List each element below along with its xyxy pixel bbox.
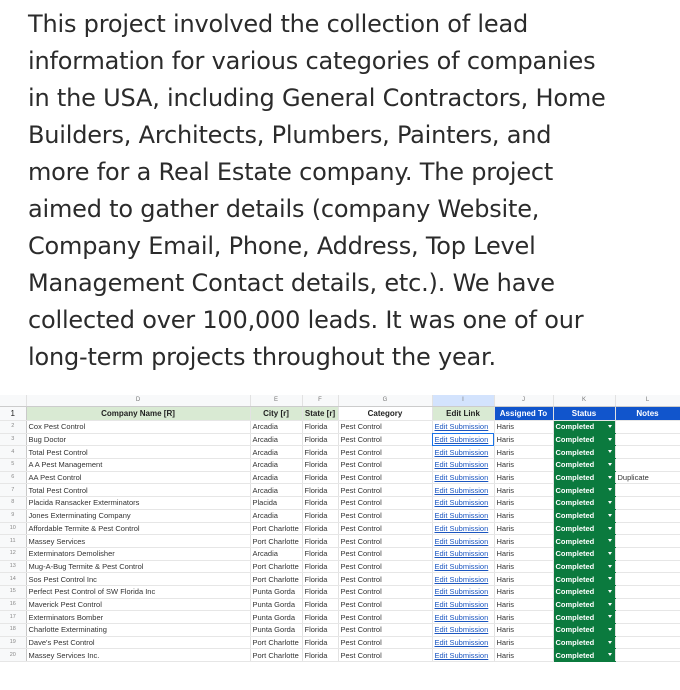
select-all-corner[interactable] xyxy=(0,395,26,407)
row-number[interactable]: 13 xyxy=(0,560,26,573)
dropdown-arrow-icon[interactable] xyxy=(608,628,612,631)
company-name-cell[interactable]: Affordable Termite & Pest Control xyxy=(26,522,250,535)
status-dropdown[interactable] xyxy=(553,573,615,586)
status-dropdown[interactable] xyxy=(553,585,615,598)
category-cell[interactable]: Pest Control xyxy=(338,611,432,624)
state-cell[interactable]: Florida xyxy=(302,459,338,472)
assigned-to-cell[interactable]: Haris xyxy=(494,598,553,611)
edit-link-cell[interactable] xyxy=(432,573,494,586)
dropdown-arrow-icon[interactable] xyxy=(608,501,612,504)
dropdown-arrow-icon[interactable] xyxy=(608,514,612,517)
notes-cell[interactable] xyxy=(615,611,680,624)
table-row xyxy=(0,446,680,459)
description-line: collected over 100,000 leads. It was one of our xyxy=(28,306,584,334)
notes-cell[interactable] xyxy=(615,484,680,497)
table-row xyxy=(0,573,680,586)
company-name-cell[interactable]: Placida Ransacker Exterminators xyxy=(26,497,250,510)
status-value: Completed xyxy=(555,511,595,521)
assigned-to-cell[interactable]: Haris xyxy=(494,421,553,434)
row-number[interactable]: 16 xyxy=(0,598,26,611)
table-row xyxy=(0,484,680,497)
city-cell[interactable]: Arcadia xyxy=(250,471,302,484)
status-value: Completed xyxy=(555,523,595,533)
assigned-to-cell[interactable]: Haris xyxy=(494,649,553,662)
header-city[interactable]: City [r] xyxy=(250,407,302,421)
city-cell[interactable]: Punta Gorda xyxy=(250,598,302,611)
edit-submission-link[interactable]: Edit Submission xyxy=(434,485,489,495)
status-dropdown[interactable] xyxy=(553,459,615,472)
edit-submission-link[interactable]: Edit Submission xyxy=(434,473,489,483)
assigned-to-cell[interactable]: Haris xyxy=(494,497,553,510)
status-dropdown[interactable] xyxy=(553,497,615,510)
row-number[interactable]: 10 xyxy=(0,522,26,535)
table-row xyxy=(0,497,680,510)
dropdown-arrow-icon[interactable] xyxy=(608,450,612,453)
category-cell[interactable]: Pest Control xyxy=(338,509,432,522)
state-cell[interactable]: Florida xyxy=(302,484,338,497)
description-line: more for a Real Estate company. The project xyxy=(28,158,554,186)
status-value: Completed xyxy=(555,473,595,483)
column-letter-d[interactable]: D xyxy=(26,395,250,407)
assigned-to-cell[interactable]: Haris xyxy=(494,636,553,649)
notes-cell[interactable] xyxy=(615,560,680,573)
notes-cell[interactable] xyxy=(615,421,680,434)
dropdown-arrow-icon[interactable] xyxy=(608,488,612,491)
notes-cell[interactable] xyxy=(615,624,680,637)
city-cell[interactable]: Punta Gorda xyxy=(250,611,302,624)
edit-submission-link[interactable]: Edit Submission xyxy=(434,523,489,533)
category-cell[interactable]: Pest Control xyxy=(338,535,432,548)
row-number[interactable]: 6 xyxy=(0,471,26,484)
category-cell[interactable]: Pest Control xyxy=(338,573,432,586)
status-dropdown[interactable] xyxy=(553,433,615,446)
dropdown-arrow-icon[interactable] xyxy=(608,527,612,530)
edit-submission-link[interactable]: Edit Submission xyxy=(434,536,489,546)
edit-submission-link[interactable]: Edit Submission xyxy=(434,587,489,597)
company-name-cell[interactable]: Massey Services xyxy=(26,535,250,548)
status-dropdown[interactable] xyxy=(553,547,615,560)
category-cell[interactable]: Pest Control xyxy=(338,636,432,649)
city-cell[interactable]: Punta Gorda xyxy=(250,624,302,637)
edit-link-cell[interactable] xyxy=(432,459,494,472)
assigned-to-cell[interactable]: Haris xyxy=(494,433,553,446)
table-row xyxy=(0,598,680,611)
category-cell[interactable]: Pest Control xyxy=(338,421,432,434)
company-name-cell[interactable]: Jones Exterminating Company xyxy=(26,509,250,522)
header-assigned-to[interactable]: Assigned To xyxy=(494,407,553,421)
dropdown-arrow-icon[interactable] xyxy=(608,463,612,466)
table-row xyxy=(0,585,680,598)
dropdown-arrow-icon[interactable] xyxy=(608,539,612,542)
dropdown-arrow-icon[interactable] xyxy=(608,565,612,568)
category-cell[interactable]: Pest Control xyxy=(338,497,432,510)
company-name-cell[interactable]: AA Pest Control xyxy=(26,471,250,484)
status-value: Completed xyxy=(555,485,595,495)
status-dropdown[interactable] xyxy=(553,624,615,637)
edit-submission-link[interactable]: Edit Submission xyxy=(434,650,489,660)
status-dropdown[interactable] xyxy=(553,509,615,522)
city-cell[interactable]: Arcadia xyxy=(250,433,302,446)
leads-spreadsheet xyxy=(0,395,680,662)
edit-link-cell[interactable] xyxy=(432,636,494,649)
state-cell[interactable]: Florida xyxy=(302,585,338,598)
header-category[interactable]: Category xyxy=(338,407,432,421)
status-value: Completed xyxy=(555,612,595,622)
notes-cell[interactable] xyxy=(615,573,680,586)
status-dropdown[interactable] xyxy=(553,522,615,535)
status-value: Completed xyxy=(555,587,595,597)
table-row xyxy=(0,649,680,662)
notes-cell[interactable] xyxy=(615,497,680,510)
edit-link-cell[interactable] xyxy=(432,497,494,510)
row-number[interactable]: 20 xyxy=(0,649,26,662)
state-cell[interactable]: Florida xyxy=(302,471,338,484)
table-row xyxy=(0,611,680,624)
status-value: Completed xyxy=(555,650,595,660)
state-cell[interactable]: Florida xyxy=(302,497,338,510)
dropdown-arrow-icon[interactable] xyxy=(608,577,612,580)
state-cell[interactable]: Florida xyxy=(302,611,338,624)
city-cell[interactable]: Port Charlotte xyxy=(250,560,302,573)
row-number[interactable]: 8 xyxy=(0,497,26,510)
notes-cell[interactable] xyxy=(615,522,680,535)
assigned-to-cell[interactable]: Haris xyxy=(494,509,553,522)
edit-link-cell[interactable] xyxy=(432,585,494,598)
dropdown-arrow-icon[interactable] xyxy=(608,641,612,644)
description-line: information for various categories of companies xyxy=(28,47,596,75)
header-notes[interactable]: Notes xyxy=(615,407,680,421)
city-cell[interactable]: Arcadia xyxy=(250,509,302,522)
city-cell[interactable]: Arcadia xyxy=(250,484,302,497)
city-cell[interactable]: Port Charlotte xyxy=(250,636,302,649)
row-number[interactable]: 2 xyxy=(0,421,26,434)
notes-cell[interactable] xyxy=(615,649,680,662)
row-number[interactable]: 18 xyxy=(0,624,26,637)
column-letter-j[interactable]: J xyxy=(494,395,553,407)
notes-cell[interactable] xyxy=(615,585,680,598)
row-number[interactable]: 14 xyxy=(0,573,26,586)
city-cell[interactable]: Port Charlotte xyxy=(250,573,302,586)
category-cell[interactable]: Pest Control xyxy=(338,598,432,611)
edit-submission-link[interactable]: Edit Submission xyxy=(434,561,489,571)
status-dropdown[interactable] xyxy=(553,598,615,611)
edit-link-cell[interactable] xyxy=(432,535,494,548)
edit-submission-link[interactable]: Edit Submission xyxy=(434,460,489,470)
assigned-to-cell[interactable]: Haris xyxy=(494,624,553,637)
edit-link-cell[interactable] xyxy=(432,547,494,560)
description-line: Company Email, Phone, Address, Top Level xyxy=(28,232,536,260)
state-cell[interactable]: Florida xyxy=(302,433,338,446)
table-row xyxy=(0,547,680,560)
category-cell[interactable]: Pest Control xyxy=(338,471,432,484)
assigned-to-cell[interactable]: Haris xyxy=(494,547,553,560)
edit-submission-link[interactable]: Edit Submission xyxy=(434,511,489,521)
row-number[interactable]: 1 xyxy=(0,407,26,421)
assigned-to-cell[interactable]: Haris xyxy=(494,446,553,459)
edit-link-cell[interactable] xyxy=(432,624,494,637)
status-value: Completed xyxy=(555,422,595,432)
assigned-to-cell[interactable]: Haris xyxy=(494,573,553,586)
table-row xyxy=(0,636,680,649)
header-edit-link[interactable]: Edit Link xyxy=(432,407,494,421)
company-name-cell[interactable]: Exterminators Bomber xyxy=(26,611,250,624)
row-number[interactable]: 11 xyxy=(0,535,26,548)
state-cell[interactable]: Florida xyxy=(302,446,338,459)
company-name-cell[interactable]: Perfect Pest Control of SW Florida Inc xyxy=(26,585,250,598)
status-dropdown[interactable] xyxy=(553,611,615,624)
notes-cell[interactable] xyxy=(615,547,680,560)
category-cell[interactable]: Pest Control xyxy=(338,547,432,560)
project-description xyxy=(28,6,668,376)
city-cell[interactable]: Punta Gorda xyxy=(250,585,302,598)
assigned-to-cell[interactable]: Haris xyxy=(494,611,553,624)
assigned-to-cell[interactable]: Haris xyxy=(494,585,553,598)
state-cell[interactable]: Florida xyxy=(302,421,338,434)
edit-submission-link[interactable]: Edit Submission xyxy=(434,574,489,584)
state-cell[interactable]: Florida xyxy=(302,649,338,662)
status-value: Completed xyxy=(555,574,595,584)
notes-cell[interactable] xyxy=(615,433,680,446)
description-line: This project involved the collection of lead xyxy=(28,10,528,38)
company-name-cell[interactable]: Bug Doctor xyxy=(26,433,250,446)
dropdown-arrow-icon[interactable] xyxy=(608,653,612,656)
company-name-cell[interactable]: A A Pest Management xyxy=(26,459,250,472)
dropdown-arrow-icon[interactable] xyxy=(608,476,612,479)
row-number[interactable]: 7 xyxy=(0,484,26,497)
column-letter-f[interactable]: F xyxy=(302,395,338,407)
table-row xyxy=(0,459,680,472)
edit-submission-link[interactable]: Edit Submission xyxy=(434,612,489,622)
notes-cell[interactable] xyxy=(615,535,680,548)
description-line: Builders, Architects, Plumbers, Painters, and xyxy=(28,121,552,149)
city-cell[interactable]: Arcadia xyxy=(250,446,302,459)
table-row xyxy=(0,509,680,522)
company-name-cell[interactable]: Maverick Pest Control xyxy=(26,598,250,611)
column-letter-g[interactable]: G xyxy=(338,395,432,407)
table-row xyxy=(0,522,680,535)
assigned-to-cell[interactable]: Haris xyxy=(494,471,553,484)
category-cell[interactable]: Pest Control xyxy=(338,560,432,573)
notes-cell[interactable] xyxy=(615,446,680,459)
company-name-cell[interactable]: Mug-A-Bug Termite & Pest Control xyxy=(26,560,250,573)
edit-submission-link[interactable]: Edit Submission xyxy=(434,625,489,635)
company-name-cell[interactable]: Cox Pest Control xyxy=(26,421,250,434)
table-row xyxy=(0,624,680,637)
row-number[interactable]: 4 xyxy=(0,446,26,459)
status-dropdown[interactable] xyxy=(553,560,615,573)
status-value: Completed xyxy=(555,561,595,571)
category-cell[interactable]: Pest Control xyxy=(338,649,432,662)
status-value: Completed xyxy=(555,625,595,635)
notes-cell[interactable] xyxy=(615,459,680,472)
company-name-cell[interactable]: Charlotte Exterminating xyxy=(26,624,250,637)
table-row xyxy=(0,535,680,548)
status-value: Completed xyxy=(555,638,595,648)
status-dropdown[interactable] xyxy=(553,421,615,434)
row-number[interactable]: 15 xyxy=(0,585,26,598)
edit-link-cell[interactable] xyxy=(432,471,494,484)
dropdown-arrow-icon[interactable] xyxy=(608,603,612,606)
status-dropdown[interactable] xyxy=(553,484,615,497)
status-value: Completed xyxy=(555,435,595,445)
edit-link-cell[interactable] xyxy=(432,484,494,497)
notes-cell[interactable]: Duplicate xyxy=(615,471,680,484)
status-value: Completed xyxy=(555,460,595,470)
column-letter-e[interactable]: E xyxy=(250,395,302,407)
status-dropdown[interactable] xyxy=(553,649,615,662)
dropdown-arrow-icon[interactable] xyxy=(608,552,612,555)
state-cell[interactable]: Florida xyxy=(302,509,338,522)
row-number[interactable]: 19 xyxy=(0,636,26,649)
column-letter-i[interactable]: I xyxy=(432,395,494,407)
state-cell[interactable]: Florida xyxy=(302,598,338,611)
city-cell[interactable]: Placida xyxy=(250,497,302,510)
row-number[interactable]: 5 xyxy=(0,459,26,472)
edit-link-cell[interactable] xyxy=(432,560,494,573)
city-cell[interactable]: Port Charlotte xyxy=(250,535,302,548)
city-cell[interactable]: Port Charlotte xyxy=(250,649,302,662)
company-name-cell[interactable]: Exterminators Demolisher xyxy=(26,547,250,560)
assigned-to-cell[interactable]: Haris xyxy=(494,484,553,497)
city-cell[interactable]: Arcadia xyxy=(250,547,302,560)
state-cell[interactable]: Florida xyxy=(302,636,338,649)
category-cell[interactable]: Pest Control xyxy=(338,624,432,637)
status-value: Completed xyxy=(555,498,595,508)
notes-cell[interactable] xyxy=(615,598,680,611)
row-number[interactable]: 9 xyxy=(0,509,26,522)
edit-link-cell[interactable] xyxy=(432,611,494,624)
status-value: Completed xyxy=(555,549,595,559)
category-cell[interactable]: Pest Control xyxy=(338,585,432,598)
table-row xyxy=(0,471,680,484)
table-row xyxy=(0,433,680,446)
description-line: in the USA, including General Contractors, Home xyxy=(28,84,606,112)
company-name-cell[interactable]: Massey Services Inc. xyxy=(26,649,250,662)
edit-submission-link[interactable]: Edit Submission xyxy=(434,422,489,432)
category-cell[interactable]: Pest Control xyxy=(338,484,432,497)
dropdown-arrow-icon[interactable] xyxy=(608,590,612,593)
table-row xyxy=(0,560,680,573)
row-number[interactable]: 12 xyxy=(0,547,26,560)
edit-link-cell[interactable] xyxy=(432,649,494,662)
row-number[interactable]: 3 xyxy=(0,433,26,446)
edit-submission-link[interactable]: Edit Submission xyxy=(434,447,489,457)
header-row xyxy=(0,407,680,421)
category-cell[interactable]: Pest Control xyxy=(338,433,432,446)
assigned-to-cell[interactable]: Haris xyxy=(494,560,553,573)
dropdown-arrow-icon[interactable] xyxy=(608,425,612,428)
company-name-cell[interactable]: Total Pest Control xyxy=(26,484,250,497)
notes-cell[interactable] xyxy=(615,636,680,649)
notes-cell[interactable] xyxy=(615,509,680,522)
assigned-to-cell[interactable]: Haris xyxy=(494,459,553,472)
city-cell[interactable]: Arcadia xyxy=(250,459,302,472)
city-cell[interactable]: Arcadia xyxy=(250,421,302,434)
state-cell[interactable]: Florida xyxy=(302,560,338,573)
status-dropdown[interactable] xyxy=(553,636,615,649)
edit-link-cell[interactable] xyxy=(432,522,494,535)
status-dropdown[interactable] xyxy=(553,471,615,484)
edit-submission-link[interactable]: Edit Submission xyxy=(434,549,489,559)
edit-link-cell[interactable] xyxy=(432,598,494,611)
assigned-to-cell[interactable]: Haris xyxy=(494,522,553,535)
status-value: Completed xyxy=(555,599,595,609)
status-dropdown[interactable] xyxy=(553,446,615,459)
category-cell[interactable]: Pest Control xyxy=(338,522,432,535)
category-cell[interactable]: Pest Control xyxy=(338,459,432,472)
status-value: Completed xyxy=(555,447,595,457)
state-cell[interactable]: Florida xyxy=(302,535,338,548)
column-letters-row xyxy=(0,395,680,407)
company-name-cell[interactable]: Dave's Pest Control xyxy=(26,636,250,649)
state-cell[interactable]: Florida xyxy=(302,624,338,637)
company-name-cell[interactable]: Total Pest Control xyxy=(26,446,250,459)
company-name-cell[interactable]: Sos Pest Control Inc xyxy=(26,573,250,586)
description-line: Management Contact details, etc.). We have xyxy=(28,269,555,297)
header-company-name[interactable]: Company Name [R] xyxy=(26,407,250,421)
header-state[interactable]: State [r] xyxy=(302,407,338,421)
edit-link-cell[interactable] xyxy=(432,421,494,434)
edit-link-cell[interactable] xyxy=(432,446,494,459)
edit-submission-link[interactable]: Edit Submission xyxy=(434,498,489,508)
edit-link-cell[interactable] xyxy=(432,433,494,446)
state-cell[interactable]: Florida xyxy=(302,573,338,586)
state-cell[interactable]: Florida xyxy=(302,522,338,535)
city-cell[interactable]: Port Charlotte xyxy=(250,522,302,535)
category-cell[interactable]: Pest Control xyxy=(338,446,432,459)
description-line: long-term projects throughout the year. xyxy=(28,343,496,371)
state-cell[interactable]: Florida xyxy=(302,547,338,560)
table-row xyxy=(0,421,680,434)
assigned-to-cell[interactable]: Haris xyxy=(494,535,553,548)
edit-submission-link[interactable]: Edit Submission xyxy=(434,599,489,609)
status-dropdown[interactable] xyxy=(553,535,615,548)
status-value: Completed xyxy=(555,536,595,546)
edit-link-cell[interactable] xyxy=(432,509,494,522)
row-number[interactable]: 17 xyxy=(0,611,26,624)
header-status[interactable]: Status xyxy=(553,407,615,421)
dropdown-arrow-icon[interactable] xyxy=(608,615,612,618)
column-letter-k[interactable]: K xyxy=(553,395,615,407)
edit-submission-link[interactable]: Edit Submission xyxy=(434,435,489,445)
edit-submission-link[interactable]: Edit Submission xyxy=(434,638,489,648)
column-letter-l[interactable]: L xyxy=(615,395,680,407)
dropdown-arrow-icon[interactable] xyxy=(608,438,612,441)
description-line: aimed to gather details (company Website, xyxy=(28,195,540,223)
